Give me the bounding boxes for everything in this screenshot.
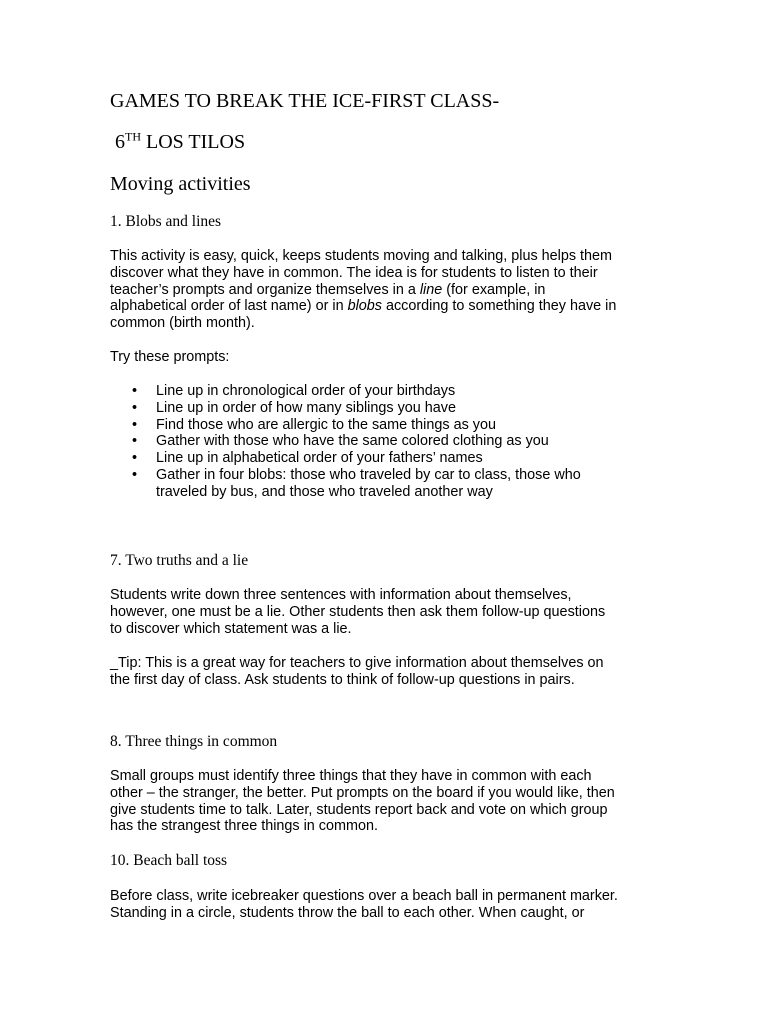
text-run: (for example, in: [442, 281, 546, 298]
text-run: alphabetical order of last name) or in: [110, 298, 348, 315]
list-item: [110, 383, 670, 400]
grade-superscript: TH: [125, 129, 141, 144]
list-item-text: traveled by bus, and those who traveled another way: [156, 483, 493, 500]
activity-heading-blobs-and-lines: 1. Blobs and lines: [110, 213, 222, 230]
list-item: [110, 433, 670, 450]
list-item: [110, 417, 670, 434]
activity-heading-three-things-in-common: 8. Three things in common: [110, 733, 278, 750]
text-run: teacher’s prompts and organize themselves in a: [110, 281, 420, 298]
paragraph-line: Small groups must identify three things that they have in common with each: [110, 768, 592, 784]
paragraph-line: has the strangest three things in common.: [110, 818, 378, 835]
list-item-text: Line up in alphabetical order of your fathers’ names: [156, 450, 483, 467]
tip-paragraph: [110, 655, 670, 689]
paragraph-line: [110, 282, 670, 299]
bullet-icon: •: [132, 416, 138, 433]
document-subtitle: [115, 131, 245, 154]
activity-description-two-truths: [110, 587, 670, 637]
bullet-icon: •: [132, 399, 138, 416]
activity-heading-two-truths-and-a-lie: 7. Two truths and a lie: [110, 552, 249, 569]
list-item-text: Gather with those who have the same colored clothing as you: [156, 433, 549, 450]
paragraph-line: Standing in a circle, students throw the ball to each other. When caught, or: [110, 904, 585, 921]
paragraph-line: Students write down three sentences with information about themselves,: [110, 587, 572, 603]
school-name: LOS TILOS: [141, 131, 246, 153]
paragraph-line: to discover which statement was a lie.: [110, 620, 352, 637]
paragraph-line: _Tip: This is a great way for teachers to give information about themselves on: [110, 655, 604, 671]
list-item-text: Line up in order of how many siblings you have: [156, 399, 456, 416]
paragraph-line: the first day of class. Ask students to think of follow-up questions in pairs.: [110, 671, 575, 688]
paragraph-line: discover what they have in common. The idea is for students to listen to their: [110, 264, 598, 281]
paragraph-line: however, one must be a lie. Other students then ask them follow-up questions: [110, 603, 606, 620]
list-item-text: Line up in chronological order of your birthdays: [156, 383, 456, 399]
list-item-text: Gather in four blobs: those who traveled by car to class, those who: [156, 466, 581, 483]
bullet-icon: •: [132, 383, 138, 399]
paragraph-line: Before class, write icebreaker questions over a beach ball in permanent marker.: [110, 888, 618, 904]
activity-heading-beach-ball-toss: 10. Beach ball toss: [110, 852, 228, 869]
activity-description-blobs-and-lines: [110, 248, 670, 332]
list-item: [110, 467, 670, 501]
prompts-intro: Try these prompts:: [110, 349, 230, 365]
paragraph-line: give students time to talk. Later, students report back and vote on which group: [110, 801, 608, 818]
grade-number: 6: [115, 131, 125, 153]
paragraph-line: This activity is easy, quick, keeps students moving and talking, plus helps them: [110, 248, 613, 264]
bullet-icon: •: [132, 466, 138, 483]
emphasis-blobs: blobs: [347, 298, 382, 315]
emphasis-line: line: [419, 281, 443, 298]
paragraph-line: common (birth month).: [110, 315, 255, 332]
text-run: according to something they have in: [381, 298, 617, 315]
document-title: GAMES TO BREAK THE ICE-FIRST CLASS-: [110, 90, 500, 112]
section-heading: Moving activities: [110, 173, 251, 195]
list-item-text: Find those who are allergic to the same things as you: [156, 416, 496, 433]
activity-description-three-things: [110, 768, 670, 835]
activity-description-beach-ball: [110, 888, 670, 922]
paragraph-line: [110, 298, 670, 315]
list-item: [110, 450, 670, 467]
list-item: [110, 400, 670, 417]
bullet-icon: •: [132, 433, 138, 450]
bullet-icon: •: [132, 450, 138, 467]
prompts-list: [110, 383, 670, 501]
paragraph-line: other – the stranger, the better. Put prompts on the board if you would like, then: [110, 784, 615, 801]
